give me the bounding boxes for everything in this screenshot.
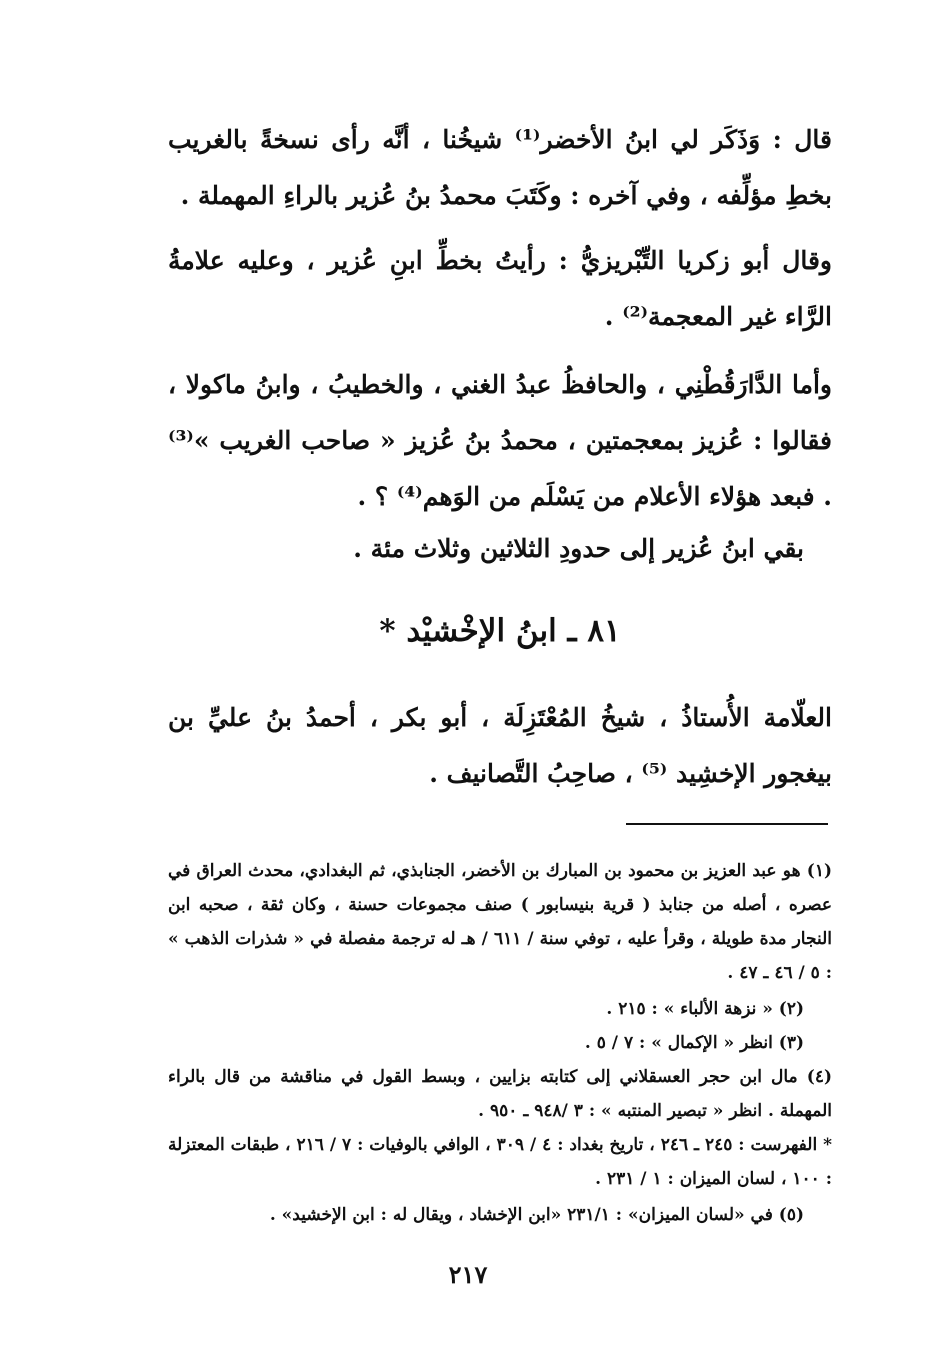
body-paragraph-2: وقال أبو زكريا التِّبْريزيُّ : رأيتُ بخطِّ ابنِ عُزير ، وعليه علامةُ الرَّاء غير المعجمة⁽²⁾ .: [168, 246, 833, 331]
body-paragraph-4: بقي ابنُ عُزير إلى حدودِ الثلاثين وثلاث مئة .: [353, 534, 804, 563]
biography-paragraph: العلّامة الأُستاذُ ، شيخُ المُعْتَزِلَة ، أبو بكر ، أحمدُ بنُ عليِّ بن بيغجور الإخشِيد ⁽⁵⁾ ، صاحِبُ التَّصانيف .: [168, 703, 832, 788]
page-number: ٢١٧: [448, 1260, 488, 1289]
body-paragraph-3: وأما الدَّارَقُطْنِي ، والحافظُ عبدُ الغني ، والخطيبُ ، وابنُ ماكولا ، فقالوا : عُزيز بمعجمتين ، محمدُ بنُ عُزيز « صاحب الغريب »⁽³⁾ . فبعد هؤلاء الأعلام من يَسْلَم من الوَهم⁽⁴⁾ ؟ .: [168, 370, 832, 511]
footnote-star-sources: * الفهرست : ٢٤٥ ـ ٢٤٦ ، تاريخ بغداد : ٤ / ٣٠٩ ، الوافي بالوفيات : ٧ / ٢١٦ ، طبقات المعتزلة : ١٠٠ ، لسان الميزان : ١ / ٢٣١ .: [168, 1135, 832, 1189]
footnote-4: (٤) مال ابن حجر العسقلاني إلى كتابته بزايين ، وبسط القول في مناقشة من قال بالراء المهملة . انظر « تبصير المنتبه » : ٣ /٩٤٨ ـ ٩٥٠ .: [168, 1067, 832, 1121]
footnote-separator: [626, 823, 828, 825]
footnote-3: (٣) انظر « الإكمال » : ٧ / ٥ .: [584, 1033, 804, 1053]
footnote-2: (٢) « نزهة الألباء » : ٢١٥ .: [606, 999, 804, 1019]
footnote-1: (١) هو عبد العزيز بن محمود بن المبارك بن الأخضر، الجنابذي، ثم البغدادي، محدث العراق في عصره ، أصله من جنابذ ( قرية بنيسابور ) صنف مجموعات حسنة ، وكان ثقة ، صحبه ابن النجار مدة طويلة ، وقرأ عليه ، توفي سنة / ٦١١ / هـ له ترجمة مفصلة في « شذرات الذهب » : ٥ / ٤٦ ـ ٤٧ .: [168, 861, 832, 983]
footnote-5: (٥) في «لسان الميزان» : ٢٣١/١ «ابن الإخشاد ، ويقال له : ابن الإخشيد» .: [269, 1205, 804, 1225]
body-paragraph-1: قال : وَذَكَر لي ابنُ الأخضر⁽¹⁾ شيخُنا ، أنَّه رأى نسخةً بالغريب بخطِ مؤلِّفه ، وفي آخره : وكَتَبَ محمدُ بنُ عُزير بالراءِ المهملة .: [168, 125, 832, 210]
section-heading: ٨١ ـ ابنُ الإخْشيْد *: [379, 613, 621, 649]
